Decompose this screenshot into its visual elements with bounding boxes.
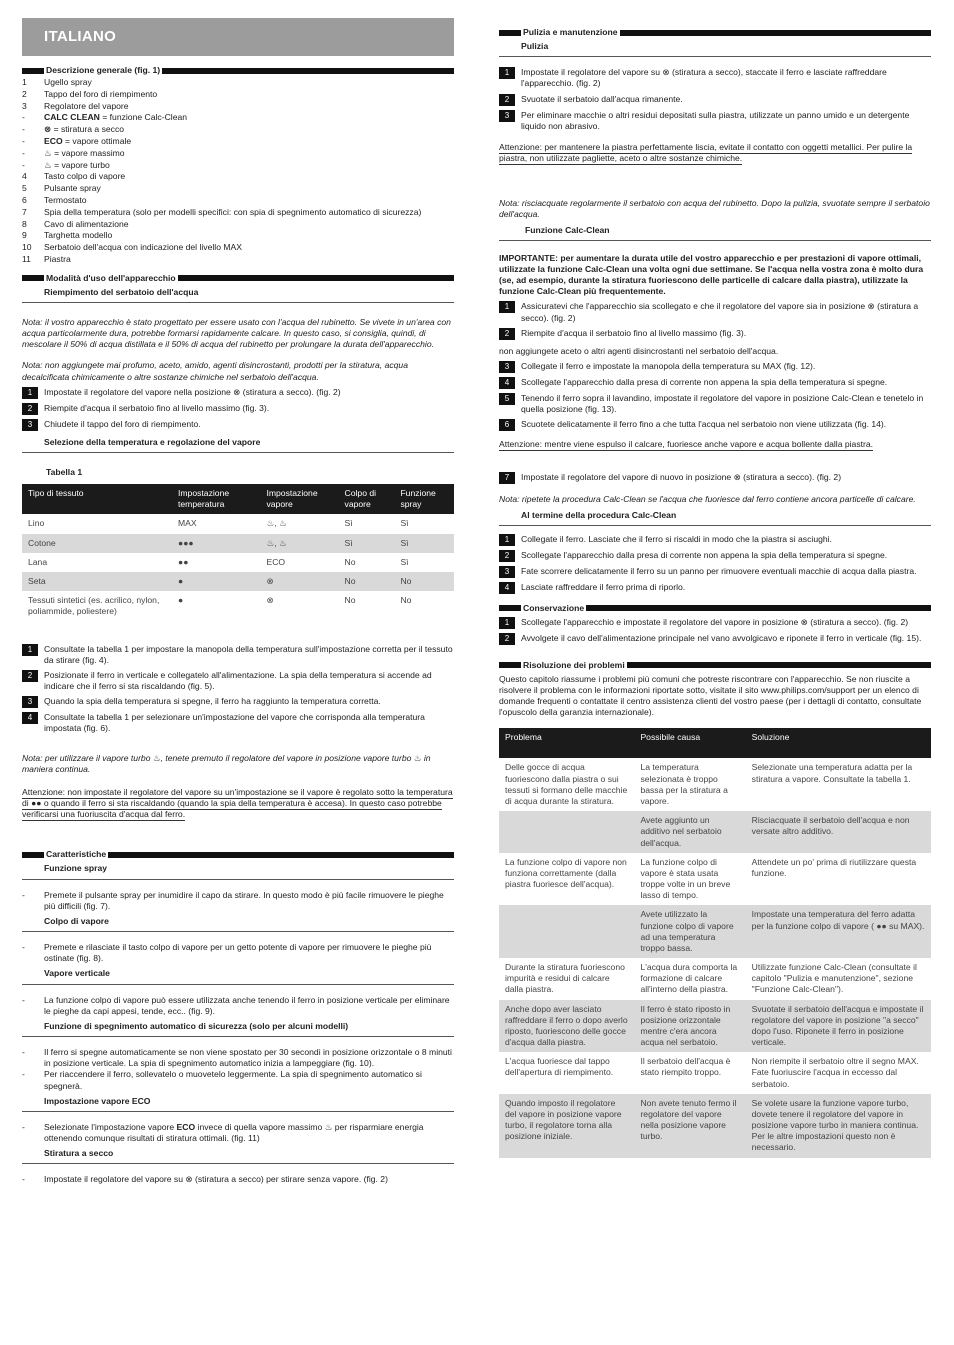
table-cell: ECO <box>266 556 286 567</box>
step: 2 Scollegate l'apparecchio dalla presa di corrente non appena la spia della temperatura si spegne. <box>499 550 931 562</box>
bullet: - Per riaccendere il ferro, sollevatelo o muovetelo leggermente. La spia di spegnimento automatico si spegnerà. <box>22 1069 422 1091</box>
warning: Attenzione: non impostate il regolatore del vapore su un'impostazione se il vapore è regolato sotto la temperatura di ●● o quando il ferro si sta riscaldando (quando la spia della temperatura è accesa). In questo caso potrebbe verificarsi una fuoriuscita d'acqua dal ferro. <box>22 786 453 820</box>
step: 4 Consultate la tabella 1 per selezionare un'impostazione del vapore che corrisponda alla temperatura impostata (fig. 6). <box>22 712 454 734</box>
table-cell: Sì <box>400 556 409 567</box>
table-row <box>499 958 931 1000</box>
table-cell: Avete utilizzato la funzione colpo di vapore ad una temperatura troppo bassa. <box>634 905 745 958</box>
table-cell: Avete aggiunto un additivo nel serbatoio dell'acqua. <box>634 811 745 853</box>
note: Nota: risciacquate regolarmente il serbatoio con acqua del rubinetto. Dopo la pulizia, svuotate sempre il serbatoio dell'acqua. <box>499 198 930 220</box>
subheading: Colpo di vapore <box>22 916 454 932</box>
table-header: Impostazione temperatura <box>172 484 260 514</box>
table-cell: Sì <box>344 518 353 529</box>
table-cell: Durante la stiratura fuoriescono impurità e residui di calcare dalla piastra. <box>505 962 625 995</box>
subheading: Stiratura a secco <box>22 1148 454 1164</box>
subheading: Pulizia <box>499 41 931 57</box>
table-cell: Utilizzate funzione Calc-Clean (consultate il capitolo "Pulizia e manutenzione", sezione "Funzione Calc-Clean"). <box>751 962 917 995</box>
table-cell: Il ferro è stato riposto in posizione orizzontale mentre c'era ancora acqua nel serbatoio. <box>634 1000 745 1053</box>
steps-clean <box>499 67 931 132</box>
section-heading: Caratteristiche <box>46 849 107 860</box>
table-row <box>22 514 454 533</box>
step: 1 Impostate il regolatore del vapore su ⊗ (stiratura a secco), staccate il ferro e lasciate raffreddare l'apparecchio. (fig. 2) <box>499 67 931 89</box>
table-cell <box>499 811 634 853</box>
table-cell: No <box>394 572 454 591</box>
step: 1 Scollegate l'apparecchio e impostate il regolatore del vapore in posizione ⊗ (stiratura a secco). (fig. 2) <box>499 617 931 629</box>
bullet: - Impostate il regolatore del vapore su ⊗ (stiratura a secco) per stirare senza vapore. (fig. 2) <box>22 1174 388 1185</box>
table-cell: Delle gocce di acqua fuoriescono dalla piastra o sui tessuti si formano delle macchie di acqua durante la stiratura. <box>505 762 628 806</box>
table-row <box>499 811 931 853</box>
table-cell: Lino <box>28 518 45 529</box>
table-row <box>499 758 931 811</box>
steps-calc-a <box>499 301 931 339</box>
table-cell: No <box>344 595 356 606</box>
table-row <box>499 853 931 906</box>
table-row <box>499 1052 931 1094</box>
bullet: - Premete e rilasciate il tasto colpo di vapore per un getto potente di vapore per rimuovere le pieghe più ostinate (fig. 8). <box>22 942 432 964</box>
table-cell: No <box>400 595 412 606</box>
table-cell: Seta <box>22 572 172 591</box>
subheading: Funzione Calc-Clean <box>499 225 931 241</box>
list-item: 9 Targhetta modello <box>22 230 113 241</box>
table-header: Impostazione vapore <box>260 484 338 514</box>
steps-fill <box>22 387 454 431</box>
table-cell: Quando imposto il regolatore del vapore in posizione vapore turbo, il regolatore torna alla posizione iniziale. <box>499 1094 634 1158</box>
list-item: - ♨ = vapore turbo <box>22 159 110 170</box>
table-cell: Non riempite il serbatoio oltre il segno MAX. Fate fuoriuscire l'acqua in eccesso dal serbatoio. <box>751 1056 919 1089</box>
steps-storage <box>499 617 931 645</box>
table-cell: ♨, ♨ <box>260 534 338 553</box>
note: Nota: non aggiungete mai profumo, aceto, amido, agenti disincrostanti, prodotti per la stiratura, acqua decalcificata chimicamente o altre sostanze chimiche nel serbatoio dell'acqua. <box>22 360 408 382</box>
table-row <box>22 591 454 621</box>
table-header: Soluzione <box>746 728 931 758</box>
step: 2 Svuotate il serbatoio dall'acqua rimanente. <box>499 94 931 106</box>
table-cell: ⊗ <box>260 572 338 591</box>
table-cell: Se volete usare la funzione vapore turbo, dovete tenere il regolatore del vapore in posizione vapore turbo in maniera continua. Per le altre impostazioni questo non è necessario. <box>746 1094 931 1158</box>
table-cell <box>499 905 634 958</box>
description-list <box>22 77 454 266</box>
table-cell: ⊗ <box>266 595 274 606</box>
list-item: 5 Pulsante spray <box>22 183 101 194</box>
list-item: 2 Tappo del foro di riempimento <box>22 88 158 99</box>
section-heading: Descrizione generale (fig. 1) <box>46 64 161 75</box>
section-heading: Modalità d'uso dell'apparecchio <box>46 272 176 283</box>
section-clean <box>499 28 931 37</box>
subheading: Vapore verticale <box>22 968 454 984</box>
table-row <box>22 534 454 553</box>
table-cell: ● <box>172 572 260 591</box>
table-cell: No <box>339 572 395 591</box>
step: 2 Riempite d'acqua il serbatoio fino al livello massimo (fig. 3). <box>499 328 931 340</box>
table-cell: L'acqua fuoriesce dal tappo dell'apertura di riempimento. <box>505 1056 614 1078</box>
list-item: 3 Regolatore del vapore <box>22 100 129 111</box>
table-cell: No <box>344 556 356 567</box>
note: Nota: per utilizzare il vapore turbo ♨, tenete premuto il regolatore del vapore in posizione vapore turbo ♨ in maniera continua. <box>22 752 431 774</box>
left-column <box>22 18 454 1186</box>
list-item: 6 Termostato <box>22 194 87 205</box>
steps-end <box>499 534 931 594</box>
list-item: 10 Serbatoio dell'acqua con indicazione del livello MAX <box>22 242 242 253</box>
trouble-intro: Questo capitolo riassume i problemi più comuni che potreste riscontrare con l'apparecchio. Se non riuscite a risolvere il problema con le informazioni riportate sotto, visitate il sito www.philips.com/support per un elenco di domande frequenti o contattate il centro assistenza clienti del vostro paese (per i dettagli di contatto, consultate l'opuscolo della garanzia internazionale). <box>499 673 922 718</box>
table-row <box>499 905 931 958</box>
table-cell: ♨, ♨ <box>266 518 287 529</box>
calc-note: non aggiungete aceto o altri agenti disincrostanti nel serbatoio dell'acqua. <box>499 345 779 356</box>
table-cell: ●●● <box>172 534 260 553</box>
bullet: - Selezionate l'impostazione vapore ECO invece di quella vapore massimo ♨ per risparmiare energia ottenendo comunque risultati di stiratura ottimali. (fig. 11) <box>22 1121 424 1144</box>
section-heading: Pulizia e manutenzione <box>523 26 618 37</box>
section-desc <box>22 66 454 75</box>
table-header: Colpo di vapore <box>339 484 395 514</box>
table-cell: Lana <box>28 556 48 567</box>
section-storage <box>499 604 931 613</box>
page-title: ITALIANO <box>22 18 454 56</box>
table-cell: Impostate una temperatura del ferro adatta per la funzione colpo di vapore ( ●● su MAX). <box>746 905 931 958</box>
section-uso <box>22 274 454 283</box>
table-cell: Attendete un po' prima di riutilizzare questa funzione. <box>751 856 917 878</box>
subheading: Riempimento del serbatoio dell'acqua <box>22 287 454 303</box>
warning: Attenzione: per mantenere la piastra perfettamente liscia, evitate il contatto con oggetti metallici. Per pulire la piastra, non utilizzate pagliette, aceto o altre sostanze chimiche. <box>499 141 913 164</box>
subheading: Funzione spray <box>22 863 454 879</box>
step: 2 Posizionate il ferro in verticale e collegatelo all'alimentazione. La spia della temperatura si accende ad indicare che il ferro si sta riscaldando (fig. 5). <box>22 670 454 692</box>
table-cell: Sì <box>400 518 409 529</box>
list-item: - CALC CLEAN = funzione Calc-Clean <box>22 112 188 123</box>
table-header: Problema <box>499 728 634 758</box>
step: 5 Tenendo il ferro sopra il lavandino, impostate il regolatore del vapore in posizione Calc-Clean e tenetelo in quella posizione (fig. 13). <box>499 393 931 415</box>
step: 7 Impostate il regolatore del vapore di nuovo in posizione ⊗ (stiratura a secco). (fig. 2) <box>499 472 931 484</box>
table-cell: Svuotate il serbatoio dell'acqua e impostate il regolatore del vapore in posizione "a secco" dopo l'uso. Riponete il ferro in posizione verticale. <box>746 1000 931 1053</box>
table-header: Tipo di tessuto <box>22 484 172 514</box>
step: 1 Consultate la tabella 1 per impostare la manopola della temperatura sull'impostazione corretta per il tessuto da stirare (fig. 4). <box>22 644 454 666</box>
right-column <box>499 28 931 1158</box>
subheading: Selezione della temperatura e regolazione del vapore <box>22 437 454 453</box>
list-item: - ♨ = vapore massimo <box>22 147 125 158</box>
table-cell: La funzione colpo di vapore non funziona correttamente (dalla piastra fuoriesce dell'acqua). <box>505 856 627 890</box>
list-item: 7 Spia della temperatura (solo per modelli specifici: con spia di spegnimento automatico di sicurezza) <box>22 206 422 217</box>
table-row <box>22 553 454 572</box>
step: 3 Fate scorrere delicatamente il ferro su un panno per rimuovere eventuali macchie di acqua dalla piastra. <box>499 566 931 578</box>
important: IMPORTANTE: per aumentare la durata utile del vostro apparecchio e per prestazioni di vapore ottimali, utilizzate la funzione Calc-Clean una volta ogni due settimane. Se l'acqua nella vostra zona è molto dura (se, ad esempio, durante la stiratura fuoriescono delle particelle di calcare dalla piastra), utilizzate la funzione Calc-Clean più frequentemente. <box>499 252 924 297</box>
table-cell: Cotone <box>22 534 172 553</box>
table-row <box>22 572 454 591</box>
warning: Attenzione: mentre viene espulso il calcare, fuoriesce anche vapore e acqua bollente dalla piastra. <box>499 439 874 450</box>
step: 3 Chiudete il tappo del foro di riempimento. <box>22 419 454 431</box>
note: Nota: il vostro apparecchio è stato progettato per essere usato con l'acqua del rubinetto. Se vivete in un'area con acqua particolarmente dura, potrebbe formarsi rapidamente calcare. In questo caso, si consiglia, quindi, di mescolare il 50% di acqua distillata e il 50% di acqua del rubinetto per prolungare la durata dell'apparecchio. <box>22 316 451 350</box>
table-title: Tabella 1 <box>46 466 83 477</box>
step: 1 Impostate il regolatore del vapore nella posizione ⊗ (stiratura a secco). (fig. 2) <box>22 387 454 399</box>
table-cell: ● <box>178 595 184 606</box>
step: 1 Collegate il ferro. Lasciate che il ferro si riscaldi in modo che la piastra si asciughi. <box>499 534 931 546</box>
table-cell: ●● <box>178 556 189 567</box>
table-cell: Il serbatoio dell'acqua è stato riempito troppo. <box>640 1056 731 1078</box>
table-body <box>499 758 931 1157</box>
section-features <box>22 850 454 859</box>
list-item: 4 Tasto colpo di vapore <box>22 171 126 182</box>
section-heading: Risoluzione dei problemi <box>523 659 625 670</box>
table-cell: MAX <box>178 518 197 529</box>
steps-calc-b <box>499 361 931 431</box>
table-row <box>499 1000 931 1053</box>
list-item: 1 Ugello spray <box>22 77 92 87</box>
table-cell: Risciacquate il serbatoio dell'acqua e non versate altro additivo. <box>746 811 931 853</box>
step: 4 Scollegate l'apparecchio dalla presa di corrente non appena la spia della temperatura si spegne. <box>499 377 931 389</box>
subheading: Impostazione vapore ECO <box>22 1096 454 1112</box>
fabric-table <box>22 484 454 621</box>
table-header: Funzione spray <box>394 484 454 514</box>
step: 3 Collegate il ferro e impostate la manopola della temperatura su MAX (fig. 12). <box>499 361 931 373</box>
table-cell: Selezionate una temperatura adatta per la stiratura a vapore. Consultate la tabella 1. <box>751 762 913 784</box>
step: 2 Riempite d'acqua il serbatoio fino al livello massimo (fig. 3). <box>22 403 454 415</box>
table-header: Possibile causa <box>634 728 745 758</box>
table-header-row <box>499 728 931 758</box>
bullet: - Il ferro si spegne automaticamente se non viene spostato per 30 secondi in posizione orizzontale o 8 minuti in posizione verticale. La spia di spegnimento automatico inizia a lampeggiare (fig. 10). <box>22 1047 452 1069</box>
list-item: 11 Piastra <box>22 253 71 264</box>
list-item: - ECO = vapore ottimale <box>22 135 132 146</box>
step: 3 Quando la spia della temperatura si spegne, il ferro ha raggiunto la temperatura corretta. <box>22 696 454 708</box>
subheading: Al termine della procedura Calc-Clean <box>499 510 931 526</box>
table-cell: Anche dopo aver lasciato raffreddare il ferro o dopo averlo riposto, fuoriescono delle gocce d'acqua dalla piastra. <box>499 1000 634 1053</box>
table-cell: Tessuti sintetici (es. acrilico, nylon, poliammide, poliestere) <box>28 595 160 617</box>
step: 4 Lasciate raffreddare il ferro prima di riporlo. <box>499 582 931 594</box>
section-heading: Conservazione <box>523 602 585 613</box>
trouble-table <box>499 728 931 1157</box>
step: 2 Avvolgete il cavo dell'alimentazione principale nel vano avvolgicavo e riponete il ferro in verticale (fig. 15). <box>499 633 931 645</box>
list-item: 8 Cavo di alimentazione <box>22 218 129 229</box>
list-item: - ⊗ = stiratura a secco <box>22 124 125 135</box>
table-cell: Non avete tenuto fermo il regolatore del vapore nella posizione vapore turbo. <box>634 1094 745 1158</box>
table-cell: L'acqua dura comporta la formazione di calcare all'interno della piastra. <box>640 962 738 995</box>
table-body <box>22 514 454 621</box>
subheading: Funzione di spegnimento automatico di sicurezza (solo per alcuni modelli) <box>22 1021 454 1037</box>
section-trouble <box>499 661 931 670</box>
table-row <box>499 1094 931 1158</box>
step: 6 Scuotete delicatamente il ferro fino a che tutta l'acqua nel serbatoio non viene utilizzata (fig. 14). <box>499 419 931 431</box>
table-cell: La funzione colpo di vapore è stata usata troppe volte in un breve lasso di tempo. <box>640 856 731 901</box>
table-cell: Sì <box>394 534 454 553</box>
table-header-row <box>22 484 454 514</box>
bullet: - La funzione colpo di vapore può essere utilizzata anche tenendo il ferro in posizione verticale per eliminare le pieghe da capi appesi, tende, ecc.. (fig. 9). <box>22 994 450 1016</box>
bullet: - Premete il pulsante spray per inumidire il capo da stirare. In questo modo è più facile rimuovere le pieghe più difficili (fig. 7). <box>22 889 444 911</box>
step: 1 Assicuratevi che l'apparecchio sia scollegato e che il regolatore del vapore sia in posizione ⊗ (stiratura a secco). (fig. 2) <box>499 301 931 323</box>
table-cell: Sì <box>339 534 395 553</box>
table-cell: La temperatura selezionata è troppo bassa per la stiratura a vapore. <box>640 762 728 806</box>
note: Nota: ripetete la procedura Calc-Clean se l'acqua che fuoriesce dal ferro contiene ancora particelle di calcare. <box>499 494 916 505</box>
step: 3 Per eliminare macchie o altri residui depositati sulla piastra, utilizzate un panno umido e un detergente liquido non abrasivo. <box>499 110 931 132</box>
steps-temp <box>22 644 454 735</box>
